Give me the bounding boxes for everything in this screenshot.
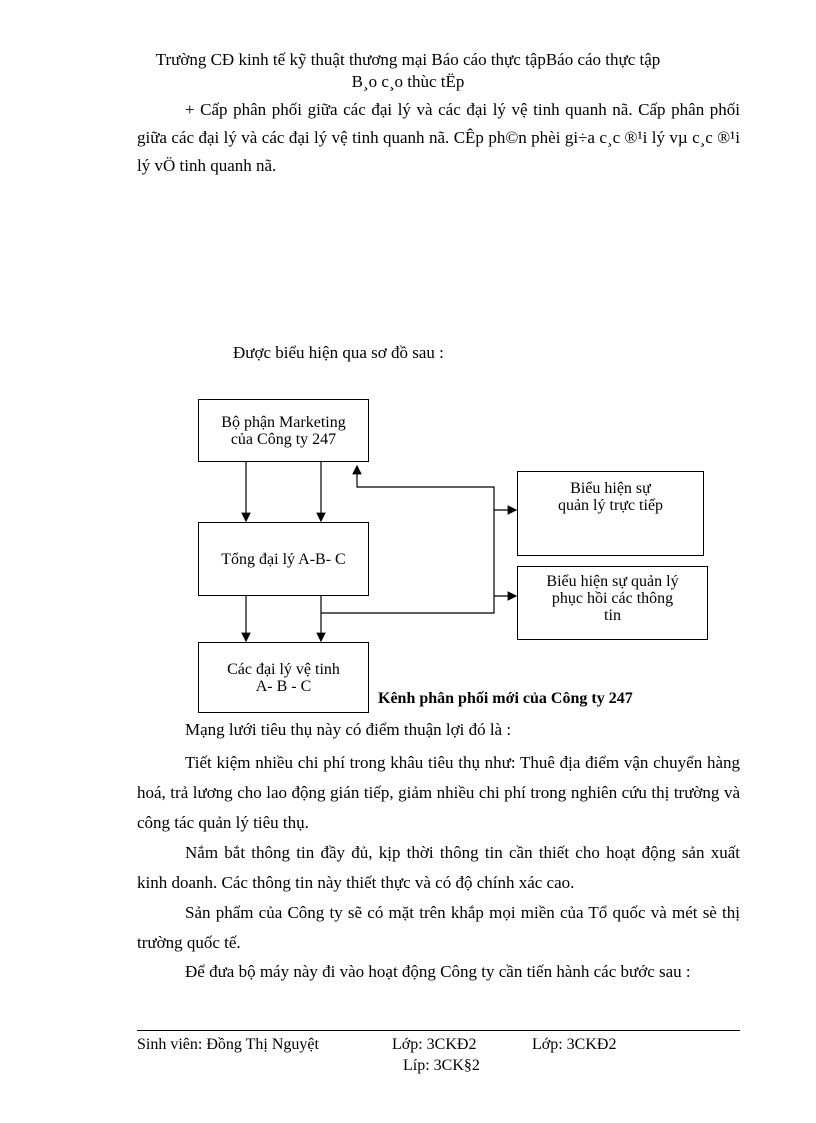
paragraph-2: Tiết kiệm nhiều chi phí trong khâu tiêu thụ như: Thuê địa điểm vận chuyển hàng hoá, trả lương cho lao động gián tiếp, giảm nhiều chi phí trong nghiên cứu thị trường và công tác quản lý tiêu thụ. [137, 753, 740, 832]
box-bieu-hien-2-line1: Biểu hiện sự quản lý [546, 573, 679, 590]
header-subtitle: B¸o c¸o thùc tËp [351, 72, 465, 91]
footer-class-1: Lớp: 3CKĐ2 [392, 1036, 477, 1053]
box-bieu-hien-1-line1: Biểu hiện sự [570, 480, 651, 497]
intro-paragraph: + Cấp phân phối giữa các đại lý và các đại lý vệ tinh quanh nã. Cấp phân phối giữa các đại lý và các đại lý vệ tinh quanh nã. CÊp ph©n phèi gi÷a c¸c ®¹i lý vµ c¸c ®¹i lý vÖ tinh quanh nã. [137, 100, 740, 175]
paragraph-5: Để đưa bộ máy này đi vào hoạt động Công ty cần tiến hành các bước sau : [185, 962, 691, 981]
header-title: Trường CĐ kinh tế kỹ thuật thương mại Báo cáo thực tậpBáo cáo thực tập [155, 50, 661, 69]
box-bieu-hien-1-line2: quản lý trực tiếp [557, 497, 664, 514]
footer-class-2: Lớp: 3CKĐ2 [532, 1036, 617, 1053]
footer-student: Sinh viên: Đồng Thị Nguyệt [137, 1036, 319, 1053]
box-cac-dai-ly [198, 642, 369, 713]
box-marketing-line1: Bộ phận Marketing [221, 413, 346, 431]
paragraph-4: Sản phẩm của Công ty sẽ có mặt trên khắp mọi miền của Tổ quốc và mét sè thị trường quốc tế. [137, 903, 740, 952]
box-bieu-hien-2-line3: tin [604, 607, 621, 624]
diagram-caption: Kênh phân phối mới của Công ty 247 [378, 690, 633, 707]
box-bieu-hien-2-line2: phục hồi các thông [551, 590, 674, 607]
box-tong-dai-ly-label: Tổng đại lý A-B- C [221, 550, 346, 568]
box-marketing-line2: của Công ty 247 [230, 430, 337, 448]
box-bieu-hien-truc-tiep [517, 471, 704, 556]
box-tong-dai-ly [198, 522, 369, 596]
box-marketing [198, 399, 369, 462]
footer-divider [137, 1030, 740, 1031]
paragraph-1: Mạng lưới tiêu thụ này có điểm thuận lợi đó là : [185, 720, 512, 739]
box-cac-dai-ly-line2: A- B - C [255, 677, 312, 695]
box-cac-dai-ly-line1: Các đại lý vệ tinh [227, 660, 340, 678]
footer-class-3: Líp: 3CK§2 [403, 1057, 480, 1074]
diagram-intro: Được biểu hiện qua sơ đồ sau : [233, 343, 444, 362]
paragraph-3: Nắm bắt thông tin đầy đủ, kịp thời thông tin cần thiết cho hoạt động sản xuất kinh doanh. Các thông tin này thiết thực và có độ chính xác cao. [137, 843, 740, 892]
box-bieu-hien-phuc-hoi [517, 566, 708, 640]
